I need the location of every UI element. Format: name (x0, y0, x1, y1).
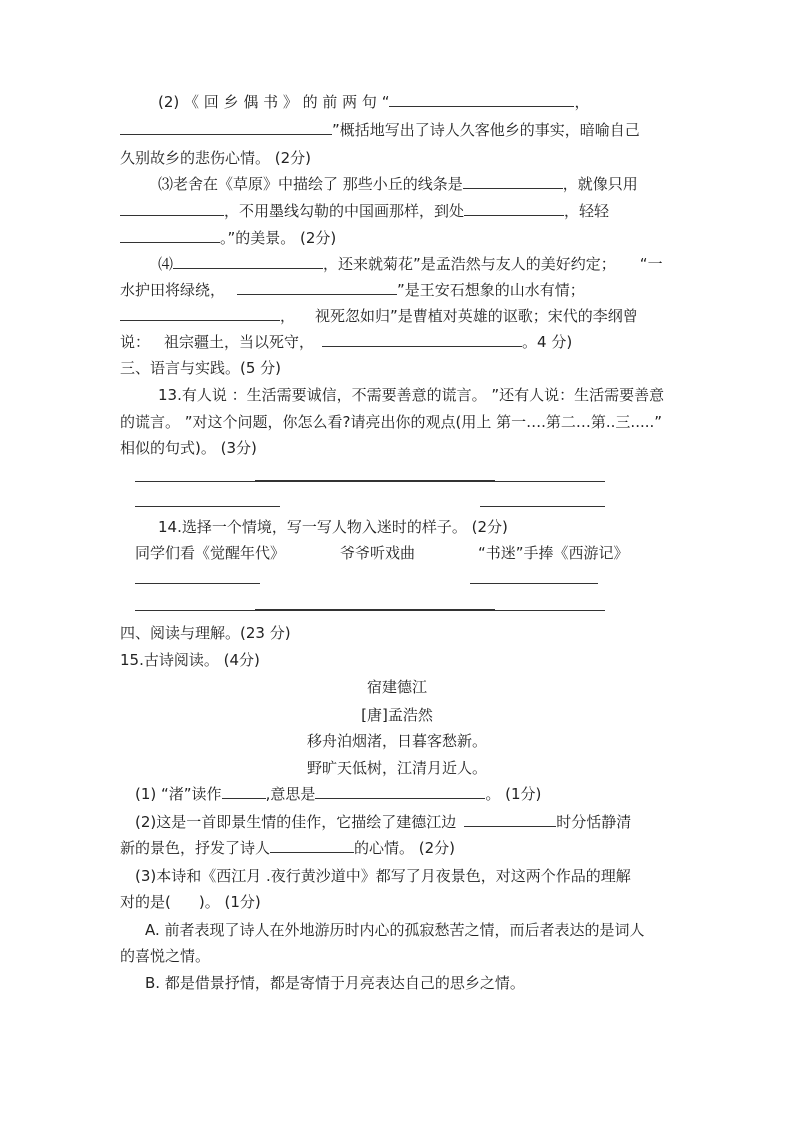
q4-blank-2[interactable] (237, 280, 397, 295)
q15-3-option-b: B. 都是借景抒情，都是寄情于月亮表达自己的思乡之情。 (145, 974, 525, 992)
q14-option-2: 爷爷听戏曲 (340, 544, 416, 562)
q4-text-d1: 说： (120, 333, 151, 351)
q15-1-line (135, 784, 541, 804)
q4-line1 (158, 254, 663, 274)
q15-2-text-d: 的心情。 (2分) (354, 839, 456, 857)
q15-2-line1 (135, 812, 631, 832)
q14-option-1: 同学们看《觉醒年代》 (135, 544, 286, 562)
q15-1-blank-1[interactable] (222, 784, 266, 799)
q3-blank-1[interactable] (463, 174, 563, 189)
q3-text-c: 。”的美景。 (2分) (220, 229, 337, 247)
q15-3-text-b: 对的是( (120, 893, 171, 911)
q2-blank-1[interactable] (389, 92, 574, 107)
q15-3-option-a-line1: A. 前者表现了诗人在外地游历时内心的孤寂愁苦之情，而后者表达的是词人 (145, 921, 645, 939)
q15-3-line1: (3)本诗和《西江月 .夜行黄沙道中》都写了月夜景色，对这两个作品的理解 (135, 867, 631, 885)
q15-1-text-b: ,意思是 (265, 785, 316, 803)
q4-text-b1: 水护田将绿绕， (120, 281, 226, 299)
q3-line1 (158, 174, 638, 194)
q4-blank-4[interactable] (322, 332, 522, 347)
q4-text-a1: ⑷ (158, 255, 174, 273)
q13-answer-line-2b[interactable] (480, 506, 605, 507)
q14-option-3: “书迷”手捧《西游记》 (478, 544, 629, 562)
q2-blank-2[interactable] (120, 120, 332, 135)
q14-answer-line-1b[interactable] (470, 583, 598, 584)
q15-1-text-c: 。 (1分) (485, 785, 542, 803)
q3-text-b2: ，轻轻 (564, 202, 610, 220)
q3-text-a1: ⑶老舍在《草原》中描绘了 那些小丘的线条是 (158, 175, 463, 193)
q14-line1: 14.选择一个情境，写一写人物入迷时的样子。 (2分) (158, 518, 508, 536)
q13-answer-line-2a[interactable] (135, 506, 280, 507)
q4-text-a3: “一 (639, 255, 663, 273)
q3-blank-3[interactable] (464, 201, 564, 216)
q4-text-d3: 。4 分) (522, 333, 573, 351)
q2-line3: 久别故乡的悲伤心情。 (2分) (120, 149, 312, 167)
q14-answer-line-1a[interactable] (135, 583, 260, 584)
q15-2-line2 (120, 838, 455, 858)
q3-text-b1: ，不用墨线勾勒的中国画那样，到处 (224, 202, 465, 220)
q4-text-a2: ，还来就菊花”是孟浩然与友人的美好约定； (323, 255, 616, 273)
q2-text-a-end: ， (574, 93, 590, 111)
q15-2-blank-2[interactable] (270, 838, 354, 853)
q13-line3: 相似的句式)。 (3分) (120, 439, 257, 457)
poem-author: [唐]孟浩然 (361, 706, 433, 724)
q3-text-a2: ，就像只用 (562, 175, 638, 193)
q4-text-c2: 视死忽如归”是曹植对英雄的讴歌；宋代的李纲曾 (315, 307, 638, 325)
q13-line2: 的谎言。 ”对这个问题，你怎么看?请亮出你的观点(用上 第一….第二…第..三.....” (120, 413, 663, 431)
q4-line2 (120, 280, 585, 300)
q3-line2 (120, 201, 609, 221)
q15-1-blank-2[interactable] (315, 784, 485, 799)
section-3-title: 三、语言与实践。(5 分) (120, 359, 282, 377)
q15-3-text-c: )。 (1分) (198, 893, 261, 911)
q14-answer-line-2-accent (255, 609, 495, 611)
q3-blank-2[interactable] (120, 201, 224, 216)
q4-blank-3[interactable] (120, 306, 280, 321)
poem-line-2: 野旷天低树，江清月近人。 (306, 759, 487, 777)
q4-line3 (120, 306, 638, 326)
q15-2-text-c: 新的景色，抒发了诗人 (120, 839, 271, 857)
q15-title: 15.古诗阅读。 (4分) (120, 651, 260, 669)
poem-line-1: 移舟泊烟渚，日暮客愁新。 (306, 732, 487, 750)
q15-1-text-a: (1) “渚”读作 (135, 785, 222, 803)
q4-blank-1[interactable] (173, 254, 323, 269)
q2-line1 (158, 92, 589, 112)
q15-3-option-a-line2: 的喜悦之情。 (120, 947, 211, 965)
q4-text-b2: ”是王安石想象的山水有情； (397, 281, 585, 299)
section-4-title: 四、阅读与理解。(23 分) (120, 624, 291, 642)
q4-text-d2: 祖宗疆土，当以死守， (164, 333, 315, 351)
q4-line4 (120, 332, 572, 352)
q4-text-c1: ， (280, 307, 296, 325)
q15-3-line2 (120, 892, 261, 912)
q3-blank-4[interactable] (120, 228, 220, 243)
q15-2-text-b: 时分恬静清 (556, 813, 632, 831)
q2-text-b: ”概括地写出了诗人久客他乡的事实，暗喻自己 (332, 121, 640, 139)
q3-line3 (120, 228, 336, 248)
q13-answer-line-1-accent (255, 480, 495, 482)
q2-text-a: (2) 《 回 乡 偶 书 》 的 前 两 句 “ (158, 93, 390, 111)
q15-2-text-a: (2)这是一首即景生情的佳作，它描绘了建德江边 (135, 813, 457, 831)
q2-line2 (120, 120, 640, 140)
poem-title: 宿建德江 (366, 678, 427, 696)
q15-2-blank-1[interactable] (464, 812, 556, 827)
q13-line1: 13.有人说 ：生活需要诚信，不需要善意的谎言。 ”还有人说：生活需要善意 (158, 386, 665, 404)
